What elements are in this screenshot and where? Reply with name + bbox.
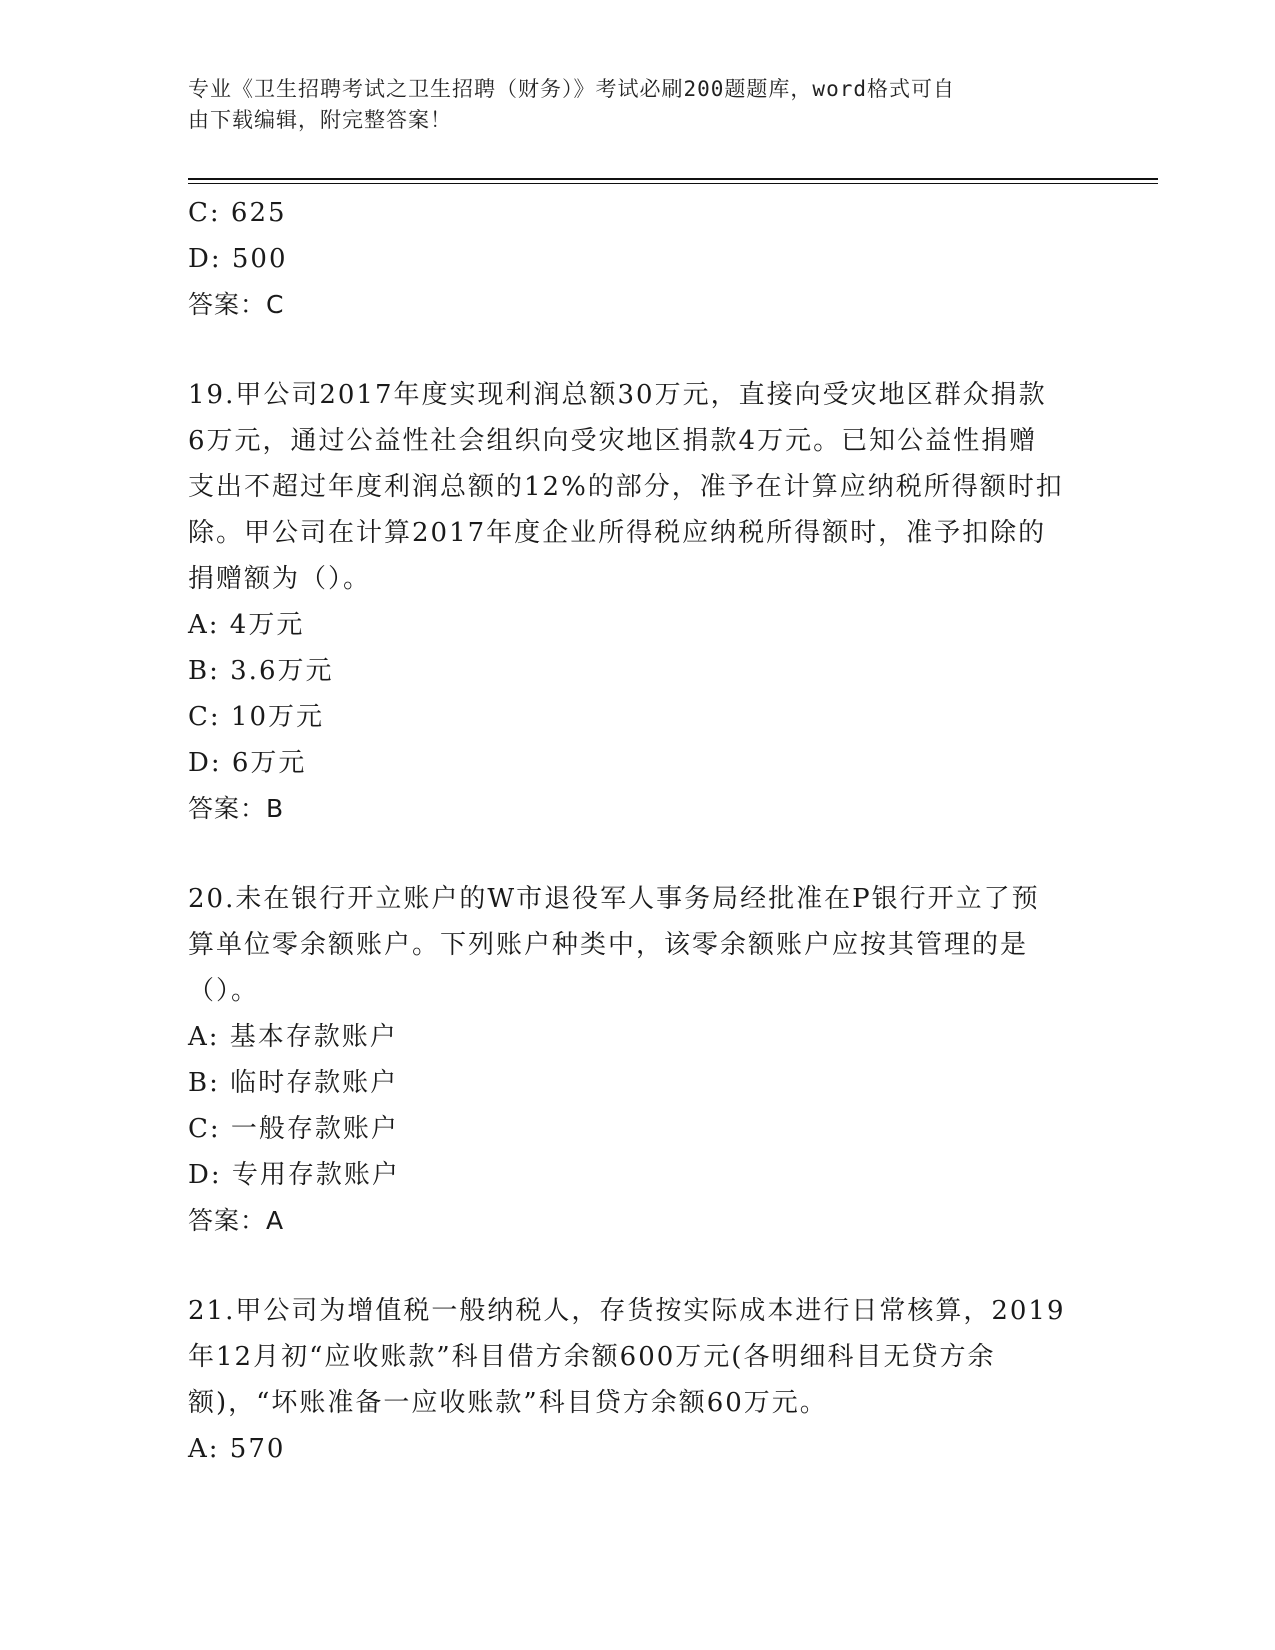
option-c: C: 一般存款账户 <box>188 1114 399 1144</box>
question-text <box>188 1288 1088 1426</box>
question-line: 额)，“坏账准备一应收账款”科目贷方余额60万元。 <box>188 1388 828 1418</box>
option-d: D: 6万元 <box>188 748 307 778</box>
question-line: 除。甲公司在计算2017年度企业所得税应纳税所得额时，准予扣除的 <box>188 518 1047 548</box>
header-line-1: 专业《卫生招聘考试之卫生招聘（财务）》考试必刷200题题库，word格式可自 <box>188 77 955 101</box>
question-21 <box>188 1288 1088 1472</box>
option-d: D: 专用存款账户 <box>188 1160 400 1190</box>
option-c: C: 10万元 <box>188 702 325 732</box>
question-line: 19.甲公司2017年度实现利润总额30万元，直接向受灾地区群众捐款 <box>188 380 1047 410</box>
question-text <box>188 876 1088 1014</box>
question-line: 20.未在银行开立账户的W市退役军人事务局经批准在P银行开立了预 <box>188 884 1040 914</box>
option-b: B: 3.6万元 <box>188 656 334 686</box>
question-line: 支出不超过年度利润总额的12%的部分，准予在计算应纳税所得额时扣 <box>188 472 1064 502</box>
option-b: B: 临时存款账户 <box>188 1068 399 1098</box>
question-19 <box>188 372 1088 832</box>
question-line: 6万元，通过公益性社会组织向受灾地区捐款4万元。已知公益性捐赠 <box>188 426 1038 456</box>
question-line: 年12月初“应收账款”科目借方余额600万元(各明细科目无贷方余 <box>188 1342 996 1372</box>
option-a: A: 4万元 <box>188 610 305 640</box>
answer: 答案：B <box>188 794 285 823</box>
header-divider-thin <box>188 183 1158 184</box>
option-a: A: 基本存款账户 <box>188 1022 398 1052</box>
question-20 <box>188 876 1088 1244</box>
question-line: （）。 <box>188 976 260 1006</box>
header-divider-thick <box>188 178 1158 180</box>
option-c: C: 625 <box>188 198 287 228</box>
question-text <box>188 372 1088 602</box>
document-body <box>188 190 1088 1472</box>
header-line-2: 由下载编辑，附完整答案！ <box>188 108 452 132</box>
answer: 答案：C <box>188 290 285 319</box>
question-line: 算单位零余额账户。下列账户种类中，该零余额账户应按其管理的是 <box>188 930 1029 960</box>
answer: 答案：A <box>188 1206 285 1235</box>
previous-question-tail <box>188 190 1088 328</box>
question-line: 21.甲公司为增值税一般纳税人，存货按实际成本进行日常核算，2019 <box>188 1296 1066 1326</box>
question-line: 捐赠额为（）。 <box>188 564 372 594</box>
document-header <box>188 74 1068 136</box>
option-a: A: 570 <box>188 1434 286 1464</box>
option-d: D: 500 <box>188 244 288 274</box>
